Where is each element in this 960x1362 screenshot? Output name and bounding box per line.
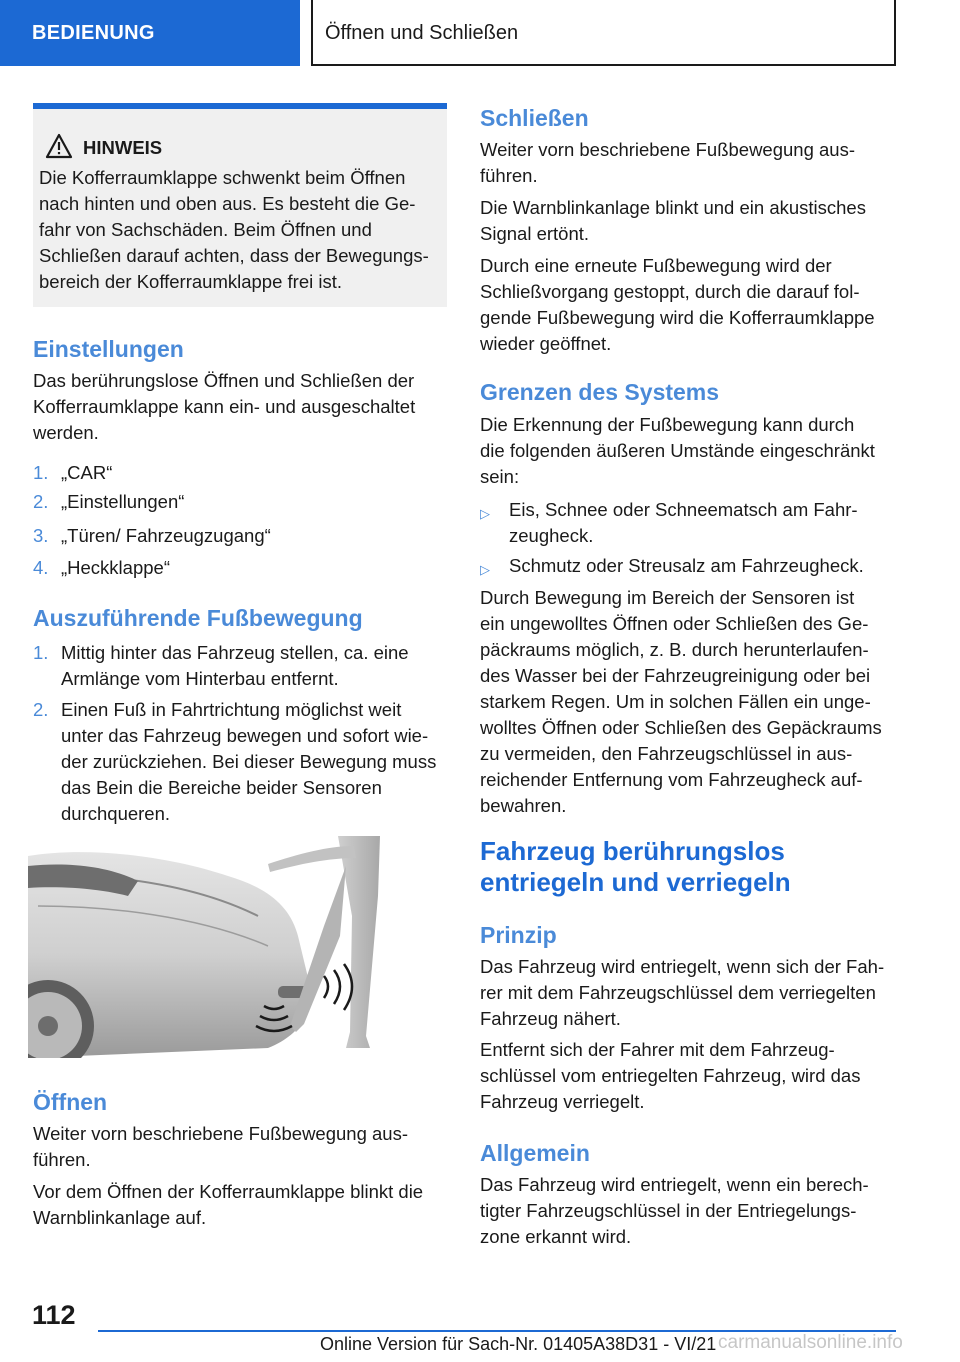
- paragraph-line: bewahren.: [480, 795, 567, 816]
- hint-line: fahr von Sachschäden. Beim Öffnen und: [39, 219, 372, 240]
- paragraph-line: die folgenden äußeren Umstände eingeschränkt: [480, 440, 875, 461]
- paragraph-line: zu vermeiden, den Fahrzeugschlüssel in aus-: [480, 743, 853, 764]
- list-text: das Bein die Bereiche beider Sensoren: [61, 777, 382, 798]
- triangle-bullet-icon: ▷: [480, 506, 490, 521]
- list-text: „Einstellungen“: [61, 491, 185, 512]
- footer-text: Online Version für Sach-Nr. 01405A38D31 - VI/21: [320, 1334, 717, 1354]
- heading-oeffnen: Öffnen: [33, 1089, 108, 1115]
- list-number: 2.: [33, 491, 49, 512]
- section-tab: BEDIENUNG: [0, 0, 300, 66]
- heading-beruehrungslos: entriegeln und verriegeln: [480, 867, 791, 897]
- bullet-text: Schmutz oder Streusalz am Fahrzeugheck.: [509, 555, 864, 576]
- paragraph-line: päckraums möglich, z. B. durch herunterlaufen-: [480, 639, 869, 660]
- page-title: Öffnen und Schließen: [311, 0, 896, 66]
- paragraph-line: führen.: [33, 1149, 91, 1170]
- list-text: unter das Fahrzeug bewegen und sofort wie-: [61, 725, 429, 746]
- watermark-link[interactable]: carmanualsonline.info: [718, 1332, 903, 1353]
- paragraph-line: des Wasser bei der Fahrzeugreinigung oder bei: [480, 665, 871, 686]
- heading-schliessen: Schließen: [480, 105, 589, 131]
- paragraph-line: Entfernt sich der Fahrer mit dem Fahrzeug-: [480, 1039, 835, 1060]
- bullet-item: [480, 497, 896, 549]
- paragraph-line: Weiter vorn beschriebene Fußbewegung aus-: [33, 1123, 409, 1144]
- bullet-text: Eis, Schnee oder Schneematsch am Fahr-: [509, 499, 858, 520]
- paragraph-line: tigter Fahrzeugschlüssel in der Entriegelungs-: [480, 1200, 857, 1221]
- paragraph-line: Durch eine erneute Fußbewegung wird der: [480, 255, 832, 276]
- paragraph-line: gende Fußbewegung wird die Kofferraumklappe: [480, 307, 875, 328]
- heading-fussbewegung: Auszuführende Fußbewegung: [33, 605, 363, 631]
- list-text: der zurückziehen. Bei dieser Bewegung muss: [61, 751, 437, 772]
- illustration-foot-gesture: [28, 836, 448, 1058]
- hint-line: bereich der Kofferraumklappe frei ist.: [39, 271, 343, 292]
- paragraph-line: ein ungewolltes Öffnen oder Schließen des Ge-: [480, 613, 869, 634]
- paragraph-line: schlüssel vom entriegelten Fahrzeug, wird das: [480, 1065, 861, 1086]
- paragraph-line: wieder geöffnet.: [480, 333, 612, 354]
- list-text: „Türen/ Fahrzeugzugang“: [61, 525, 271, 546]
- paragraph-line: Fahrzeug verriegelt.: [480, 1091, 645, 1112]
- heading-allgemein: Allgemein: [480, 1140, 590, 1166]
- paragraph-line: rer mit dem Fahrzeugschlüssel dem verriegelten: [480, 982, 876, 1003]
- paragraph-line: Das Fahrzeug wird entriegelt, wenn sich der Fah-: [480, 956, 885, 977]
- paragraph-line: Durch Bewegung im Bereich der Sensoren ist: [480, 587, 855, 608]
- hint-box: [33, 103, 447, 307]
- paragraph-line: reichender Entfernung vom Fahrzeugheck auf-: [480, 769, 863, 790]
- paragraph-line: Fahrzeug nähert.: [480, 1008, 621, 1029]
- hint-line: Schließen darauf achten, dass der Bewegungs-: [39, 245, 429, 266]
- list-text: Armlänge vom Hinterbau entfernt.: [61, 668, 339, 689]
- triangle-bullet-icon: ▷: [480, 562, 490, 577]
- paragraph-line: Signal ertönt.: [480, 223, 590, 244]
- hint-title: HINWEIS: [83, 137, 163, 158]
- paragraph-line: zone erkannt wird.: [480, 1226, 632, 1247]
- paragraph-line: Das berührungslose Öffnen und Schließen der: [33, 370, 415, 391]
- paragraph-line: sein:: [480, 466, 520, 487]
- paragraph-line: Vor dem Öffnen der Kofferraumklappe blinkt die: [33, 1181, 424, 1202]
- heading-beruehrungslos: Fahrzeug berührungslos: [480, 836, 785, 866]
- page-number: 112: [32, 1300, 76, 1330]
- heading-einstellungen: Einstellungen: [33, 336, 184, 362]
- list-text: Einen Fuß in Fahrtrichtung möglichst weit: [61, 699, 402, 720]
- paragraph-line: Weiter vorn beschriebene Fußbewegung aus-: [480, 139, 856, 160]
- paragraph-line: Die Erkennung der Fußbewegung kann durch: [480, 414, 855, 435]
- heading-grenzen: Grenzen des Systems: [480, 379, 720, 405]
- paragraph-line: starkem Regen. Um in solchen Fällen ein unge-: [480, 691, 871, 712]
- list-number: 1.: [33, 642, 49, 663]
- list-number: 4.: [33, 557, 49, 578]
- list-number: 3.: [33, 525, 49, 546]
- car-rear-illustration: [28, 836, 448, 1058]
- paragraph-line: Die Warnblinkanlage blinkt und ein akustisches: [480, 197, 866, 218]
- list-text: Mittig hinter das Fahrzeug stellen, ca. eine: [61, 642, 409, 663]
- bullet-text: zeugheck.: [509, 525, 594, 546]
- paragraph-line: führen.: [480, 165, 538, 186]
- paragraph-line: Das Fahrzeug wird entriegelt, wenn ein berech-: [480, 1174, 869, 1195]
- hint-line: Die Kofferraumklappe schwenkt beim Öffnen: [39, 167, 406, 188]
- paragraph-line: Kofferraumklappe kann ein- und ausgeschaltet: [33, 396, 416, 417]
- paragraph-line: werden.: [33, 422, 99, 443]
- heading-prinzip: Prinzip: [480, 922, 557, 948]
- paragraph-line: wolltes Öffnen oder Schließen des Gepäckraums: [480, 717, 882, 738]
- bullet-item: [480, 553, 896, 579]
- list-text: „Heckklappe“: [61, 557, 170, 578]
- list-text: „CAR“: [61, 462, 113, 483]
- warning-triangle-icon: [45, 133, 73, 159]
- paragraph-line: Schließvorgang gestoppt, durch die darauf fol-: [480, 281, 860, 302]
- paragraph-line: Warnblinkanlage auf.: [33, 1207, 207, 1228]
- list-text: durchqueren.: [61, 803, 171, 824]
- hint-line: nach hinten und oben aus. Es besteht die Ge-: [39, 193, 416, 214]
- list-number: 2.: [33, 699, 49, 720]
- list-number: 1.: [33, 462, 49, 483]
